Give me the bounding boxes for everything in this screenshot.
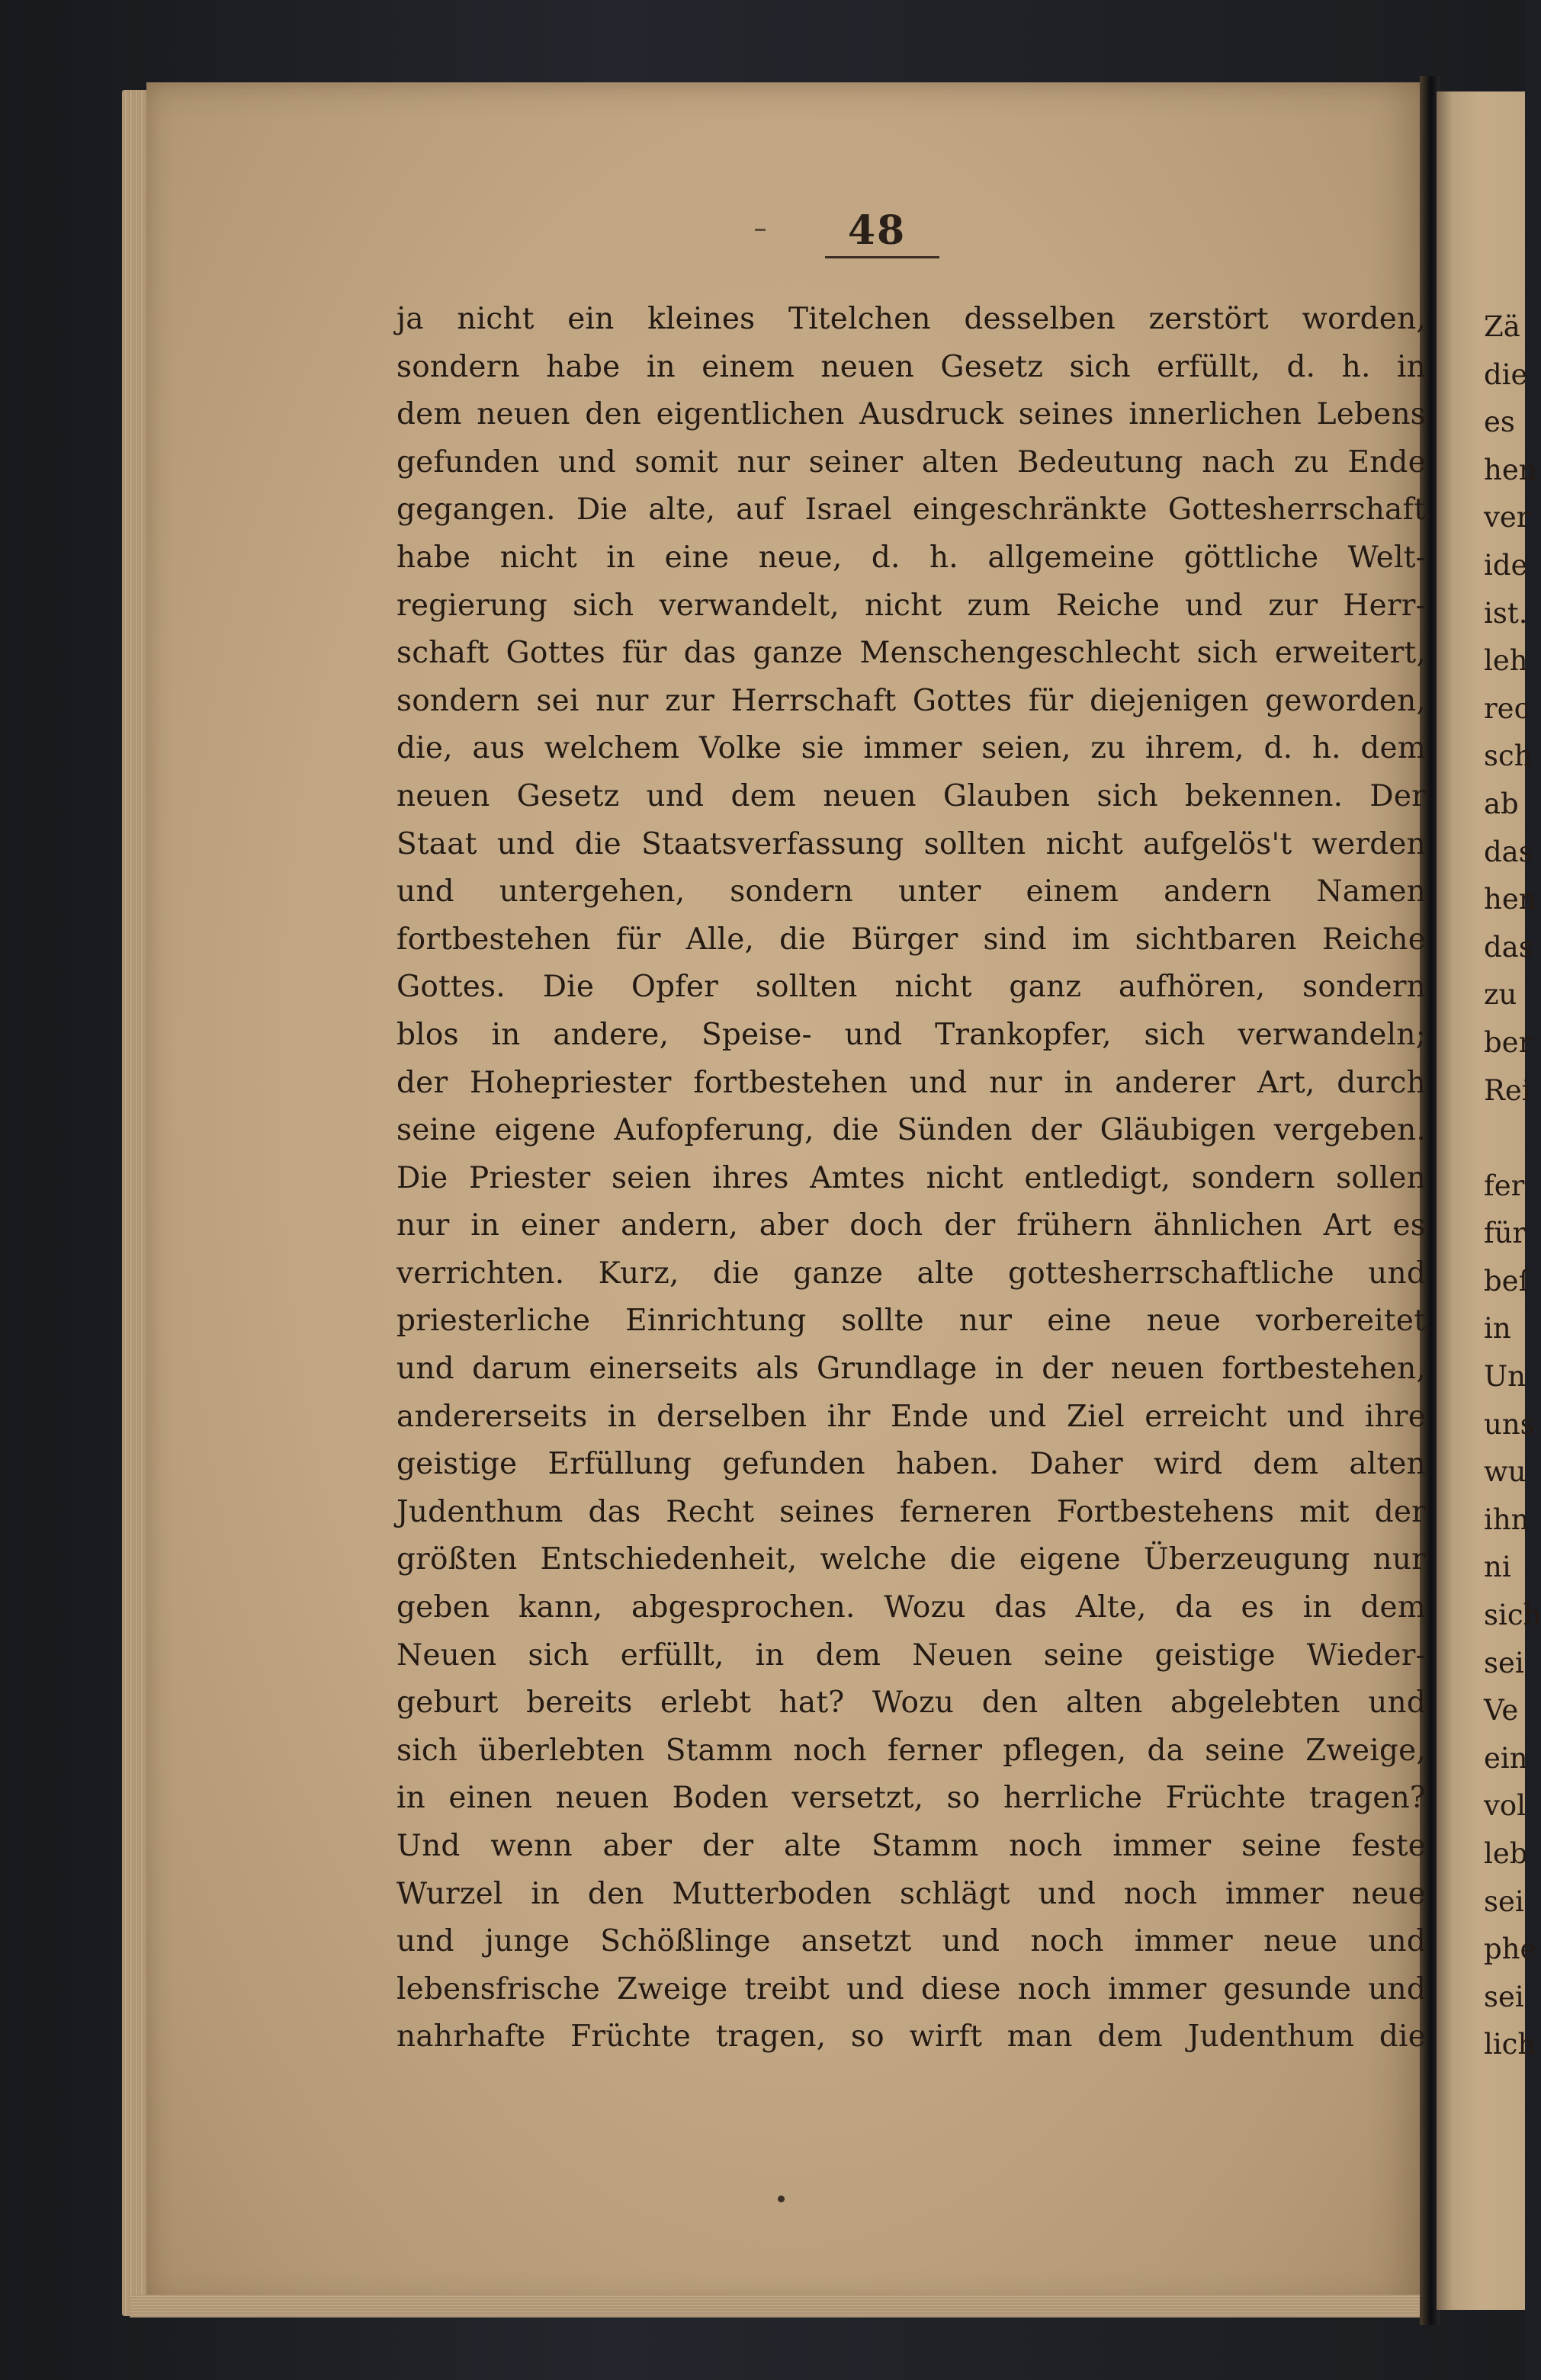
- text-line: Und wenn aber der alte Stamm noch immer seine feste: [396, 1829, 1426, 1863]
- folio-mark: [755, 229, 766, 231]
- text-line: ja nicht ein kleines Titelchen desselben zerstört worden,: [396, 302, 1426, 336]
- right-page-line: Ve: [1484, 1694, 1519, 1727]
- text-line: sondern habe in einem neuen Gesetz sich erfüllt, d. h. in: [396, 349, 1426, 384]
- right-page-line: es: [1484, 406, 1515, 439]
- right-page-line: in: [1484, 1312, 1511, 1346]
- text-line: die, aus welchem Volke sie immer seien, zu ihrem, d. h. dem: [396, 731, 1426, 766]
- text-line: gegangen. Die alte, auf Israel eingeschränkte Gottesherrschaft: [396, 492, 1426, 528]
- text-line: nur in einer andern, aber doch der frühern ähnlichen Art es: [396, 1208, 1426, 1243]
- text-line: geistige Erfüllung gefunden haben. Daher wird dem alten: [396, 1447, 1426, 1482]
- text-line: lebensfrische Zweige treibt und diese noch immer gesunde und: [396, 1971, 1426, 2006]
- text-line: dem neuen den eigentlichen Ausdruck seines innerlichen Lebens: [396, 397, 1426, 432]
- folio-rule: [825, 256, 939, 258]
- right-page-line: die: [1484, 358, 1528, 391]
- right-page-line: sei: [1484, 1980, 1524, 2013]
- right-page-line: ni: [1484, 1551, 1511, 1584]
- text-line: seine eigene Aufopferung, die Sünden der Gläubigen vergeben.: [396, 1113, 1426, 1148]
- right-page-line: Rei: [1484, 1073, 1531, 1107]
- text-line: geben kann, abgesprochen. Wozu das Alte, da es in dem: [396, 1590, 1426, 1625]
- text-line: fortbestehen für Alle, die Bürger sind im sichtbaren Reiche: [396, 922, 1426, 957]
- text-line: Die Priester seien ihres Amtes nicht entledigt, sondern sollen: [396, 1160, 1426, 1195]
- text-line: verrichten. Kurz, die ganze alte gottesherrschaftliche und: [396, 1256, 1426, 1291]
- right-page-line: vol: [1484, 1789, 1527, 1823]
- text-line: Wurzel in den Mutterboden schlägt und noch immer neue: [396, 1876, 1426, 1911]
- right-page-line: beſ: [1484, 1264, 1530, 1297]
- text-line: neuen Gesetz und dem neuen Glauben sich bekennen. Der: [396, 778, 1426, 813]
- text-line: und junge Schößlinge ansetzt und noch immer neue und: [396, 1924, 1426, 1959]
- right-page-line: wu: [1484, 1455, 1527, 1489]
- right-page-line: sei: [1484, 1884, 1524, 1918]
- right-page-line: fer: [1484, 1169, 1525, 1202]
- text-line: in einen neuen Boden versetzt, so herrliche Früchte tragen?: [396, 1781, 1426, 1816]
- right-page-line: leb: [1484, 1837, 1528, 1870]
- text-line: und darum einerseits als Grundlage in der neuen fortbestehen,: [396, 1352, 1426, 1387]
- right-page-line: sch: [1484, 739, 1533, 773]
- text-line: andererseits in derselben ihr Ende und Ziel erreicht und ihre: [396, 1399, 1426, 1434]
- page-number: 48: [847, 207, 907, 254]
- right-page-line: sich: [1484, 1599, 1541, 1632]
- right-page-line: rec: [1484, 691, 1530, 725]
- right-page-line: das: [1484, 930, 1533, 964]
- right-page-line: lich: [1484, 2028, 1536, 2061]
- right-page-line: hen: [1484, 883, 1537, 916]
- right-page-line: ide: [1484, 548, 1528, 582]
- text-line: regierung sich verwandelt, nicht zum Reiche und zur Herr-: [396, 588, 1426, 623]
- right-page-line: [1484, 1115, 1530, 1163]
- right-page-text: [1484, 303, 1541, 2069]
- right-page-line: ist.: [1484, 596, 1528, 630]
- text-line: Gottes. Die Opfer sollten nicht ganz aufhören, sondern: [396, 970, 1426, 1005]
- right-page-line: ver: [1484, 501, 1530, 534]
- right-page-line: hen: [1484, 453, 1537, 486]
- text-line: Judenthum das Recht seines ferneren Fortbestehens mit der: [396, 1494, 1426, 1529]
- right-page-line: für: [1484, 1217, 1527, 1250]
- right-page-line: sei: [1484, 1646, 1524, 1679]
- right-page-line: ber: [1484, 1025, 1533, 1059]
- text-line: habe nicht in eine neue, d. h. allgemeine göttliche Welt-: [396, 540, 1426, 575]
- text-line: nahrhafte Früchte tragen, so wirft man dem Judenthum die: [396, 2019, 1426, 2054]
- text-line: der Hohepriester fortbestehen und nur in anderer Art, durch: [396, 1065, 1426, 1100]
- right-page-line: Zä: [1484, 310, 1520, 343]
- right-page-line: das: [1484, 835, 1533, 868]
- page-edges-bottom: [130, 2295, 1426, 2317]
- text-line: Neuen sich erfüllt, in dem Neuen seine geistige Wieder-: [396, 1637, 1426, 1673]
- right-page-line: Un: [1484, 1360, 1527, 1394]
- right-page-line: zu: [1484, 978, 1517, 1012]
- text-line: blos in andere, Speise- und Trankopfer, sich verwandeln;: [396, 1017, 1426, 1052]
- text-line: Staat und die Staatsverfassung sollten nicht aufgelös't werden: [396, 826, 1426, 861]
- right-page-line: leh: [1484, 644, 1528, 678]
- text-line: sondern sei nur zur Herrschaft Gottes für diejenigen geworden,: [396, 683, 1426, 718]
- right-page-line: ein: [1484, 1741, 1528, 1775]
- body-text: [396, 296, 1426, 2061]
- right-page-line: phe: [1484, 1933, 1537, 1966]
- right-page-line: ab: [1484, 787, 1519, 820]
- text-line: sich überlebten Stamm noch ferner pflegen, da seine Zweige,: [396, 1733, 1426, 1768]
- text-line: größten Entschiedenheit, welche die eigene Überzeugung nur: [396, 1542, 1426, 1577]
- text-line: priesterliche Einrichtung sollte nur eine neue vorbereitet: [396, 1304, 1426, 1339]
- text-line: gefunden und somit nur seiner alten Bedeutung nach zu Ende: [396, 444, 1426, 480]
- right-page-line: uns: [1484, 1407, 1535, 1441]
- text-line: geburt bereits erlebt hat? Wozu den alten abgelebten und: [396, 1686, 1426, 1721]
- right-page-line: ihn: [1484, 1503, 1530, 1536]
- text-line: und untergehen, sondern unter einem andern Namen: [396, 874, 1426, 909]
- ink-dot: [778, 2196, 785, 2202]
- text-line: schaft Gottes für das ganze Menschengeschlecht sich erweitert,: [396, 636, 1426, 671]
